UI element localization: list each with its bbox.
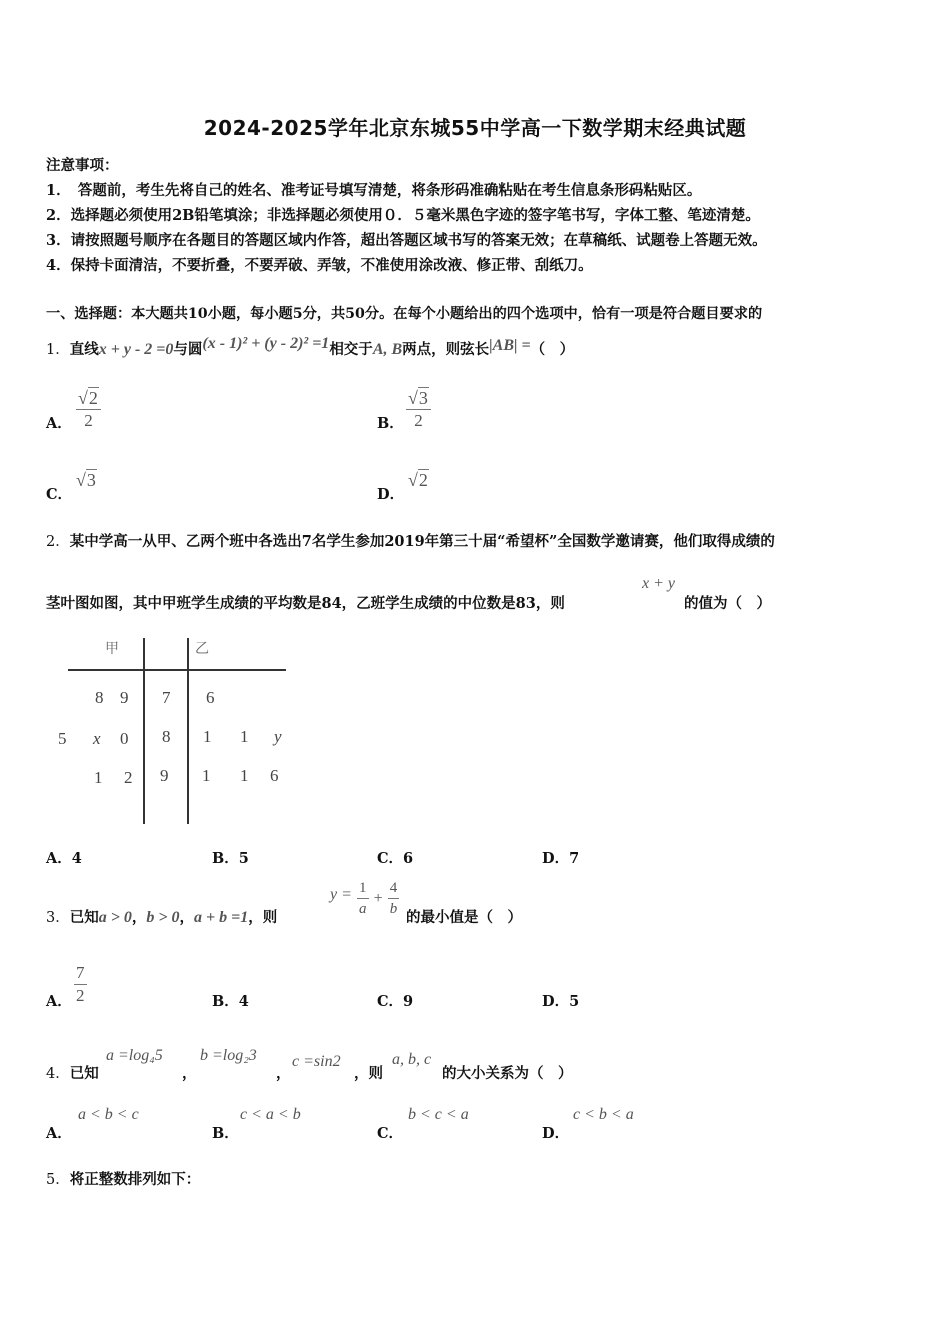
- question-text: 直线: [69, 341, 99, 358]
- stem: 8: [162, 727, 171, 746]
- option-b[interactable]: B．: [212, 1125, 239, 1142]
- question-text: 茎叶图如图，其中甲班学生成绩的平均数是84，乙班学生成绩的中位数是83，则: [46, 595, 565, 612]
- option-a-value: $\frac{√2}{2}$: [76, 387, 101, 432]
- page-title: 2024-2025学年北京东城55中学高一下数学期末经典试题: [203, 116, 747, 140]
- question-text: 相交于: [329, 341, 373, 358]
- chord-expr: |AB| =: [489, 337, 531, 354]
- stem: 7: [162, 688, 171, 707]
- leaf: 8: [95, 688, 104, 707]
- question-number: 4．: [46, 1066, 70, 1082]
- stem-leaf-plot: [50, 632, 300, 827]
- condition-expr: a + b =1: [193, 909, 249, 926]
- sum-expr: x + y: [642, 575, 675, 592]
- notice-item: 4．保持卡面清洁，不要折叠，不要弄破、弄皱，不准使用涂改液、修正带、刮纸刀。: [46, 257, 593, 274]
- question-text: 已知: [69, 1065, 99, 1082]
- question-text: （ ）: [530, 341, 575, 358]
- question-3: [46, 906, 277, 927]
- question-text: 两点，则弦长: [402, 341, 490, 358]
- option-b-value: c < a < b: [240, 1106, 301, 1123]
- condition-expr: a > 0: [98, 909, 132, 926]
- question-number: 2．: [46, 534, 70, 550]
- question-4-num: [46, 1062, 99, 1083]
- plot-header-left: 甲: [105, 641, 119, 657]
- c-expr: c =sin2: [292, 1053, 341, 1070]
- b-expr: b =log₂3: [200, 1047, 257, 1064]
- sqrt-expr: √2: [76, 387, 101, 410]
- option-c-value: √3: [76, 470, 96, 490]
- option-d[interactable]: D．7: [542, 850, 580, 867]
- question-text: 某中学高一从甲、乙两个班中各选出7名学生参加2019年第三十届“希望杯”全国数学邀请赛，他们取得成绩的: [69, 533, 775, 550]
- question-text: 将正整数排列如下：: [69, 1171, 201, 1188]
- leaf: 2: [124, 768, 133, 787]
- leaf: 5: [58, 729, 67, 748]
- question-1: [46, 335, 575, 359]
- a-expr: a =log₄5: [106, 1047, 163, 1064]
- plus-sign: +: [373, 890, 383, 907]
- option-a[interactable]: A．4: [46, 850, 82, 867]
- leaf: 1: [240, 727, 249, 746]
- option-c[interactable]: C．9: [377, 993, 414, 1010]
- option-a[interactable]: A．: [46, 1125, 72, 1142]
- option-a-value: a < b < c: [78, 1106, 139, 1123]
- leaf: y: [274, 727, 282, 746]
- fraction: $\frac{1}{a}$: [359, 880, 367, 917]
- question-number: 1．: [46, 342, 70, 358]
- leaf: x: [93, 729, 101, 748]
- notice-item: 1． 答题前，考生先将自己的姓名、准考证号填写清楚，将条形码准确粘贴在考生信息条形码粘贴区。: [46, 182, 702, 199]
- leaf: 6: [270, 766, 279, 785]
- divider: [143, 638, 145, 824]
- leaf: 0: [120, 729, 129, 748]
- question-text: 与圆: [173, 341, 203, 358]
- function-expr: [330, 878, 399, 919]
- line-equation: x + y - 2 =0: [98, 341, 174, 358]
- question-text: ，: [131, 909, 147, 926]
- option-c[interactable]: C．: [377, 1125, 404, 1142]
- question-text: ，则: [248, 909, 278, 926]
- option-c-value: b < c < a: [408, 1106, 469, 1123]
- option-d-value: √2: [408, 470, 428, 490]
- leaf: 1: [202, 766, 211, 785]
- section-heading: 一、选择题：本大题共10小题，每小题5分，共50分。在每个小题给出的四个选项中，恰有一项是符合题目要求的: [46, 306, 763, 322]
- question-text: 的值为（ ）: [684, 595, 771, 612]
- question-5: [46, 1168, 200, 1189]
- option-d-value: c < b < a: [573, 1106, 634, 1123]
- question-text: 的最小值是（ ）: [406, 909, 522, 926]
- abc-expr: a, b, c: [392, 1051, 432, 1068]
- leaf: 1: [203, 727, 212, 746]
- option-b[interactable]: B．4: [212, 993, 249, 1010]
- notice-item: 3．请按照题号顺序在各题目的答题区域内作答，超出答题区域书写的答案无效；在草稿纸、试题卷上答题无效。: [46, 232, 767, 249]
- sqrt-expr: √3: [406, 387, 431, 410]
- leaf: 1: [94, 768, 103, 787]
- option-c[interactable]: C．: [46, 486, 73, 503]
- leaf: 1: [240, 766, 249, 785]
- fraction: $\frac{4}{b}$: [389, 880, 398, 917]
- option-a-value: $\frac{7}{2}$: [76, 963, 85, 1005]
- question-text: ，则: [354, 1065, 383, 1082]
- option-d[interactable]: D．: [377, 486, 405, 503]
- leaf: 9: [120, 688, 129, 707]
- option-a[interactable]: A．: [46, 415, 72, 432]
- question-text: ，: [179, 909, 194, 926]
- option-a[interactable]: A．: [46, 993, 72, 1010]
- option-b[interactable]: B．5: [212, 850, 249, 867]
- option-c[interactable]: C．6: [377, 850, 414, 867]
- option-b[interactable]: B．: [377, 415, 404, 432]
- divider: [68, 669, 286, 671]
- option-b-value: $\frac{√3}{2}$: [406, 387, 431, 432]
- option-d[interactable]: D．5: [542, 993, 580, 1010]
- question-text: 的大小关系为（ ）: [442, 1065, 573, 1082]
- divider: [187, 638, 189, 824]
- notice-heading: 注意事项：: [46, 157, 119, 174]
- stem: 9: [160, 766, 169, 785]
- question-text: 已知: [69, 909, 99, 926]
- question-text: ，: [182, 1065, 197, 1082]
- notice-item: 2．选择题必须使用2B铅笔填涂；非选择题必须使用０．５毫米黑色字迹的签字笔书写，字体工整、笔迹清楚。: [46, 207, 760, 224]
- leaf: 6: [206, 688, 215, 707]
- question-number: 5．: [46, 1172, 70, 1188]
- condition-expr: b > 0: [146, 909, 180, 926]
- plot-header-right: 乙: [195, 641, 209, 657]
- circle-equation: (x - 1)² + (y - 2)² =1: [202, 335, 330, 352]
- question-number: 3．: [46, 910, 70, 926]
- points-expr: A, B: [372, 341, 403, 358]
- question-2-line1: [46, 530, 775, 551]
- question-2-line2: [46, 592, 565, 613]
- y-equals: y =: [330, 886, 352, 903]
- option-d[interactable]: D．: [542, 1125, 570, 1142]
- question-text: ，: [276, 1065, 291, 1082]
